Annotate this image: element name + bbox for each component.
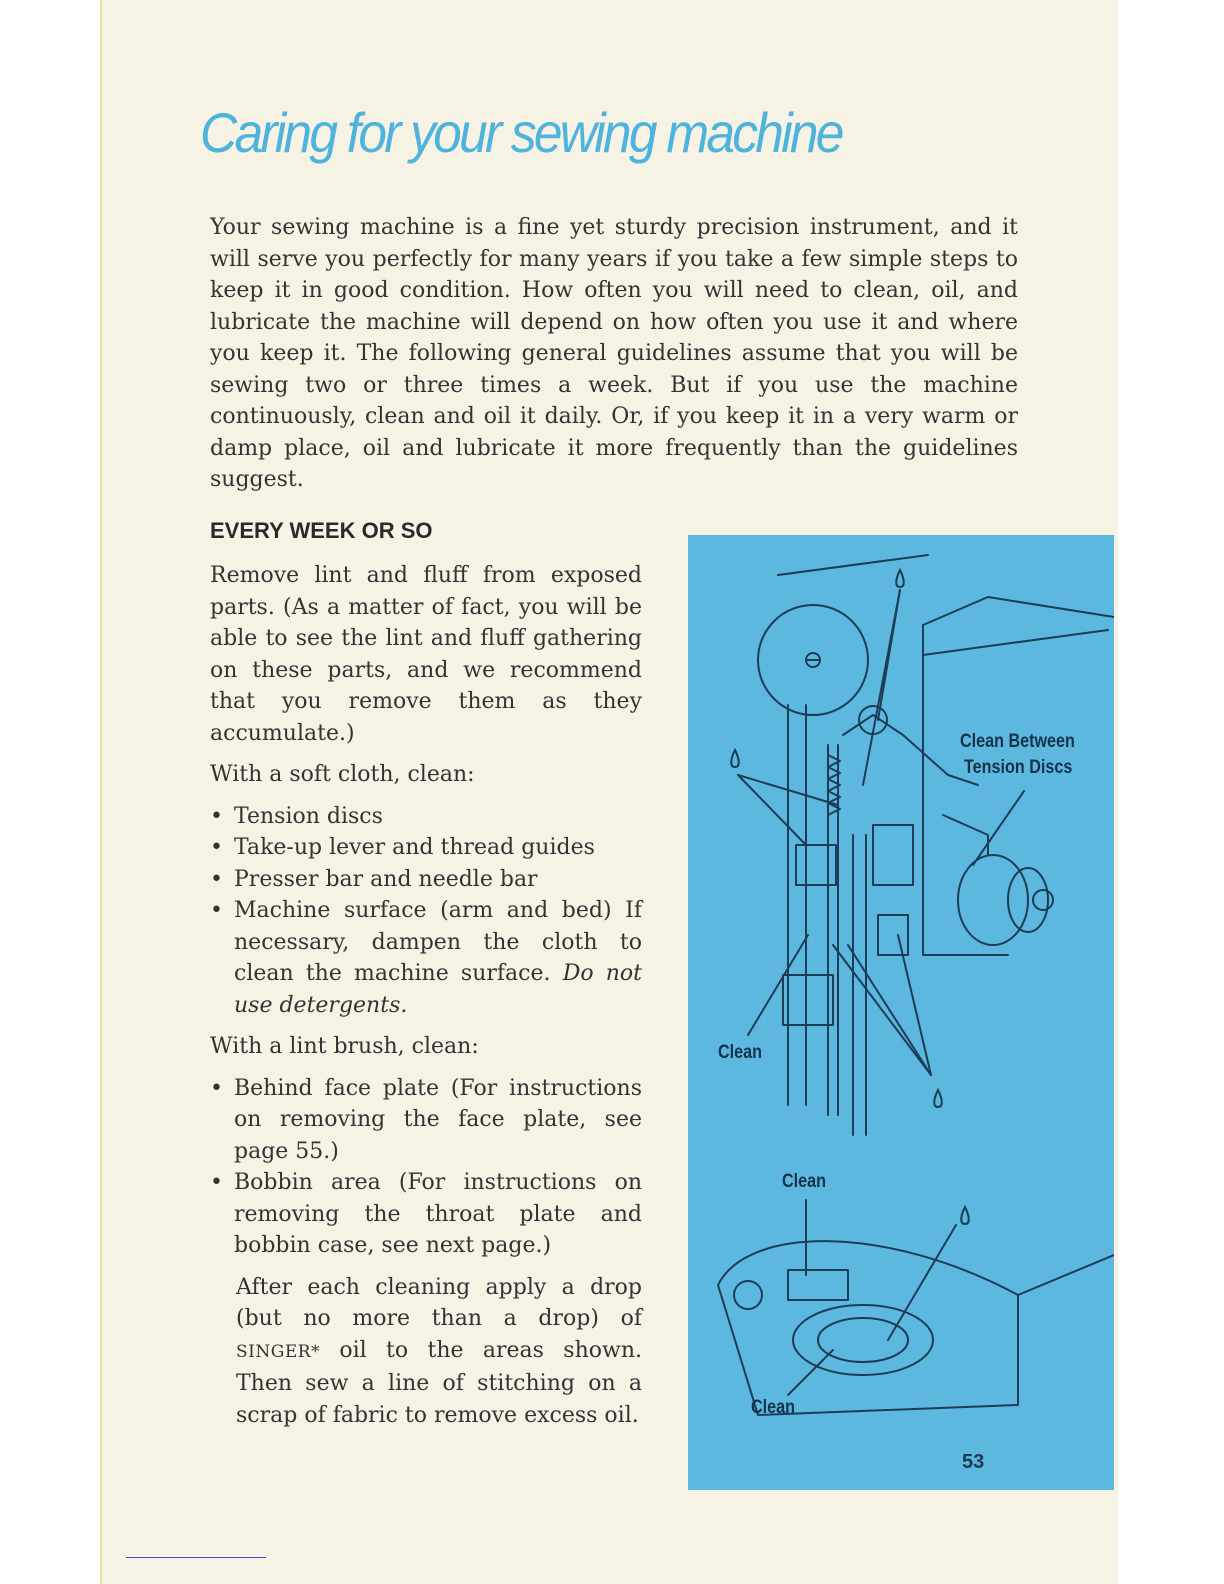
list-item [210,895,642,1021]
tension-label-line-1: Clean Between [960,731,1075,752]
pointer-line [973,791,1024,865]
list-item: • Tension discs [210,801,642,833]
tension-label-line-2: Tension Discs [964,757,1073,778]
detergent-warning: Do not use detergents. [234,961,643,1018]
brush-list [210,1073,642,1262]
cloth-note-text: If necessary, dampen the cloth to clean the machine surface. [234,898,642,986]
cloth-intro: With a soft cloth, clean: [210,762,475,787]
cloth-list [210,801,642,1022]
pointer-line [748,935,808,1035]
take-up-lever [843,715,978,785]
brand-name: SINGER* [236,1341,321,1362]
pointer-line [878,590,900,720]
list-item: • Take-up lever and thread guides [210,832,642,864]
bobbin-race [793,1305,933,1375]
guide-block [873,825,913,885]
page-title: Caring for your sewing machine [200,101,842,164]
feed-dog [788,1270,848,1300]
bobbin-case [818,1318,908,1362]
guide-rod [778,555,928,575]
clamp-block [796,845,836,885]
machine-illustration-panel [688,535,1114,1490]
head-outline [923,625,1008,955]
bed-plate [718,1241,1018,1415]
list-item-text: Machine surface (arm and bed) [234,898,612,923]
clean-label-bobbin-top: Clean [782,1171,826,1192]
bed-edge [1018,1255,1114,1295]
oil-drop-icon [896,570,904,587]
bed-hole [734,1281,762,1309]
pointer-line [848,945,931,1075]
clean-label-bobbin-bottom: Clean [751,1397,795,1418]
footnote-rule [126,1557,266,1558]
page-number: 53 [962,1451,985,1473]
instructions-column [210,560,642,1441]
oil-drop-icon [731,750,739,767]
oil-paragraph [210,1272,642,1432]
pointer-line [788,1350,833,1395]
list-item: • Presser bar and needle bar [210,864,642,896]
machine-illustration [688,535,1114,1490]
guide-block-2 [878,915,908,955]
oil-drop-icon [961,1207,969,1224]
presser-foot-block [783,975,833,1025]
section-heading: EVERY WEEK OR SO [210,518,433,543]
brush-intro: With a lint brush, clean: [210,1034,479,1059]
list-item: • Behind face plate (For instructions on removing the face plate, see page 55.) [210,1073,642,1168]
intro-paragraph: Your sewing machine is a fine yet sturdy precision instrument, and it will serve you perfectly for many years if you take a few simple steps to keep it in good condition. How often you will need to clean, oil, and lubricate the machine will depend on how often you use it and where you keep it. The following general guidelines assume that you will be sewing two or three times a week. But if you use the machine continuously, clean and oil it daily. Or, if you keep it in a very warm or damp place, oil and lubricate it more frequently than the guidelines suggest. [210,215,1018,492]
pointer-line [888,1225,956,1340]
list-item: • Bobbin area (For instructions on removing the throat plate and bobbin case, see next page.) [210,1167,642,1262]
tension-knob-center [1033,890,1053,910]
oil-text-a: After each cleaning apply a drop (but no more than a drop) of [236,1274,642,1331]
lint-paragraph: Remove lint and fluff from exposed parts. (As a matter of fact, you will be able to see the lint and fluff gathering on these parts, and we recommend that you remove them as they accumulate.) [210,563,642,746]
oil-text-b: oil to the areas shown. Then sew a line of stitching on a scrap of fabric to remove excess oil. [236,1337,642,1428]
oil-drop-icon [934,1090,942,1107]
thread-guide-wire [943,815,988,855]
clean-label-upper: Clean [718,1042,762,1063]
arm-top-line [923,597,1114,625]
arm-top-line-2 [923,630,1108,655]
tension-assembly [958,855,1028,945]
